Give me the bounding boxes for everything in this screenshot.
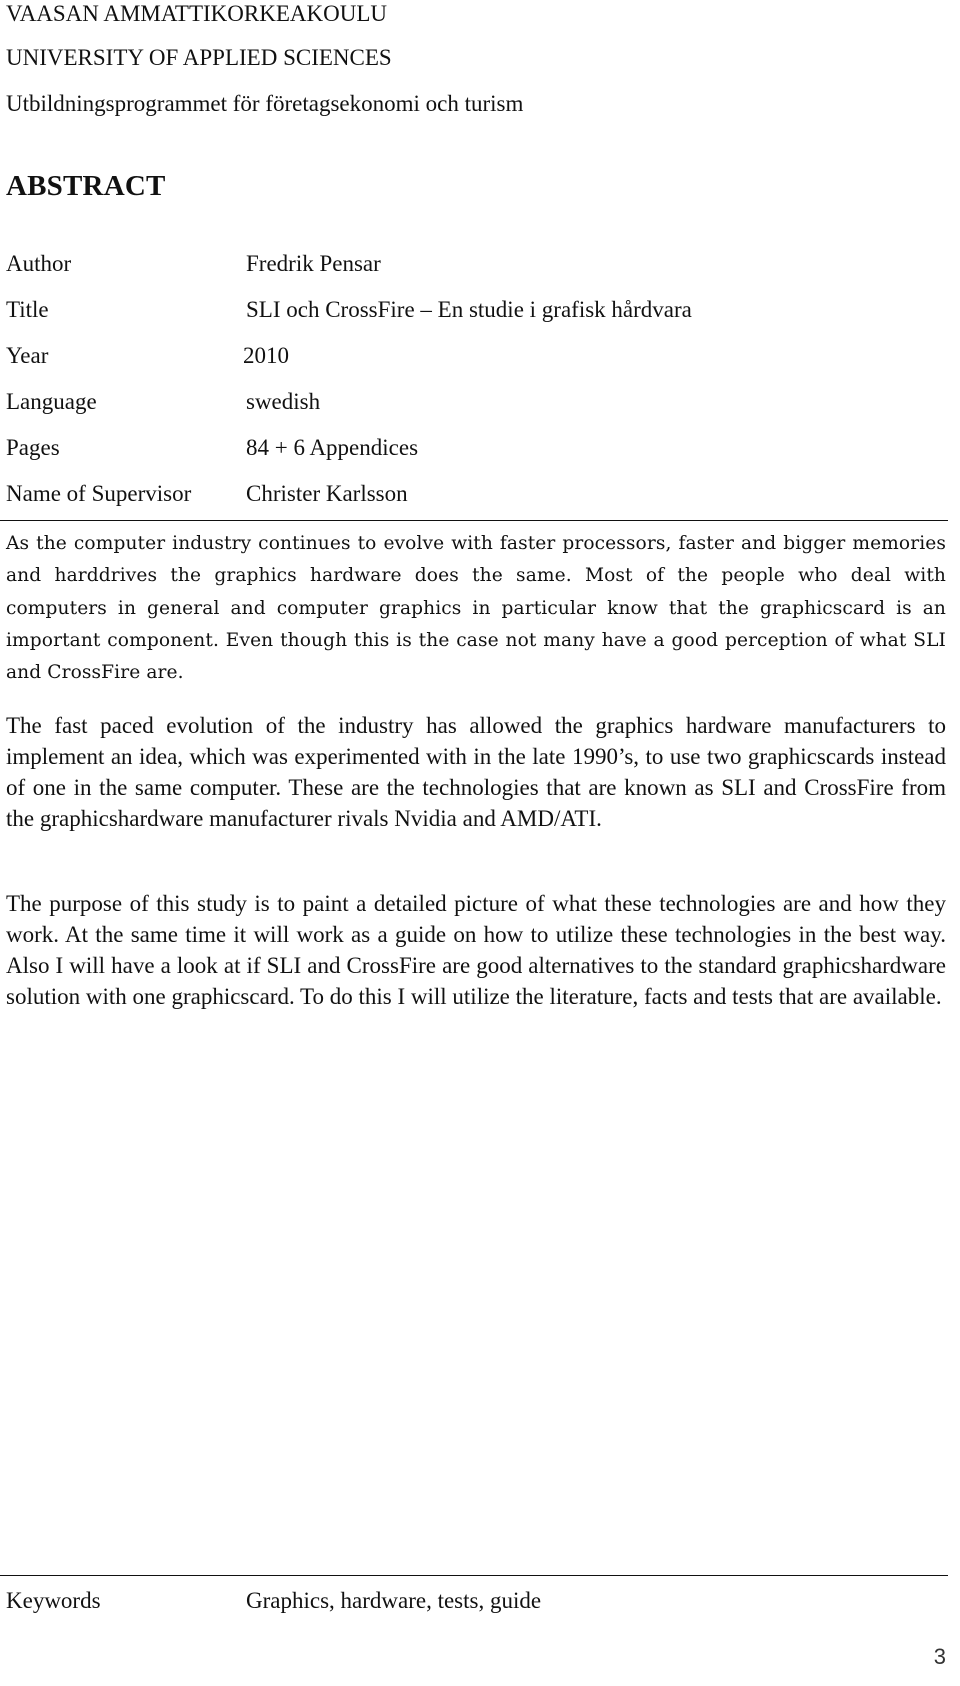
supervisor-label: Name of Supervisor xyxy=(6,481,192,506)
keywords-value: Graphics, hardware, tests, guide xyxy=(246,1588,542,1613)
language-label: Language xyxy=(6,389,97,414)
supervisor-value: Christer Karlsson xyxy=(246,481,408,506)
programme-name: Utbildningsprogrammet för företagsekonomi och turism xyxy=(6,91,524,116)
author-value: Fredrik Pensar xyxy=(246,251,381,276)
title-label: Title xyxy=(6,297,49,322)
institution-name-english: UNIVERSITY OF APPLIED SCIENCES xyxy=(6,45,392,70)
keywords-row xyxy=(6,1586,946,1616)
keywords-label: Keywords xyxy=(6,1588,101,1613)
pages-value: 84 + 6 Appendices xyxy=(246,435,419,460)
abstract-heading: ABSTRACT xyxy=(6,170,166,202)
meta-row-title xyxy=(6,295,946,325)
meta-row-year xyxy=(6,341,946,371)
author-label: Author xyxy=(6,251,72,276)
abstract-top-divider xyxy=(0,520,948,521)
institution-name: VAASAN AMMATTIKORKEAKOULU xyxy=(6,1,388,26)
title-value: SLI och CrossFire – En studie i grafisk hårdvara xyxy=(246,297,692,322)
year-label: Year xyxy=(6,343,49,368)
meta-row-language xyxy=(6,387,946,417)
meta-row-supervisor xyxy=(6,479,946,509)
page-number: 3 xyxy=(933,1644,946,1669)
year-value: 2010 xyxy=(243,343,289,368)
meta-row-pages xyxy=(6,433,946,463)
abstract-paragraph: As the computer industry continues to evolve with faster processors, faster and bigger memories and harddrives the graphics hardware does the same. Most of the people who deal with computers in general and computer graphics in particular know that the graphicscard is an important component. Even though this is the case not many have a good perception of what SLI and CrossFire are. xyxy=(6,533,946,684)
language-value: swedish xyxy=(246,389,321,414)
pages-label: Pages xyxy=(6,435,60,460)
abstract-paragraph: The purpose of this study is to paint a detailed picture of what these technologies are and how they work. At the same time it will work as a guide on how to utilize these technologies in the best way. Also I will have a look at if SLI and CrossFire are good alternatives to the standard graphicshardware solution with one graphicscard. To do this I will utilize the literature, facts and tests that are available. xyxy=(6,891,946,1009)
abstract-paragraph: The fast paced evolution of the industry has allowed the graphics hardware manufacturers to implement an idea, which was experimented with in the late 1990’s, to use two graphicscards instead of one in the same computer. These are the technologies that are known as SLI and CrossFire from the graphicshardware manufacturer rivals Nvidia and AMD/ATI. xyxy=(6,713,946,831)
meta-row-author xyxy=(6,249,946,279)
keywords-divider xyxy=(0,1575,948,1576)
